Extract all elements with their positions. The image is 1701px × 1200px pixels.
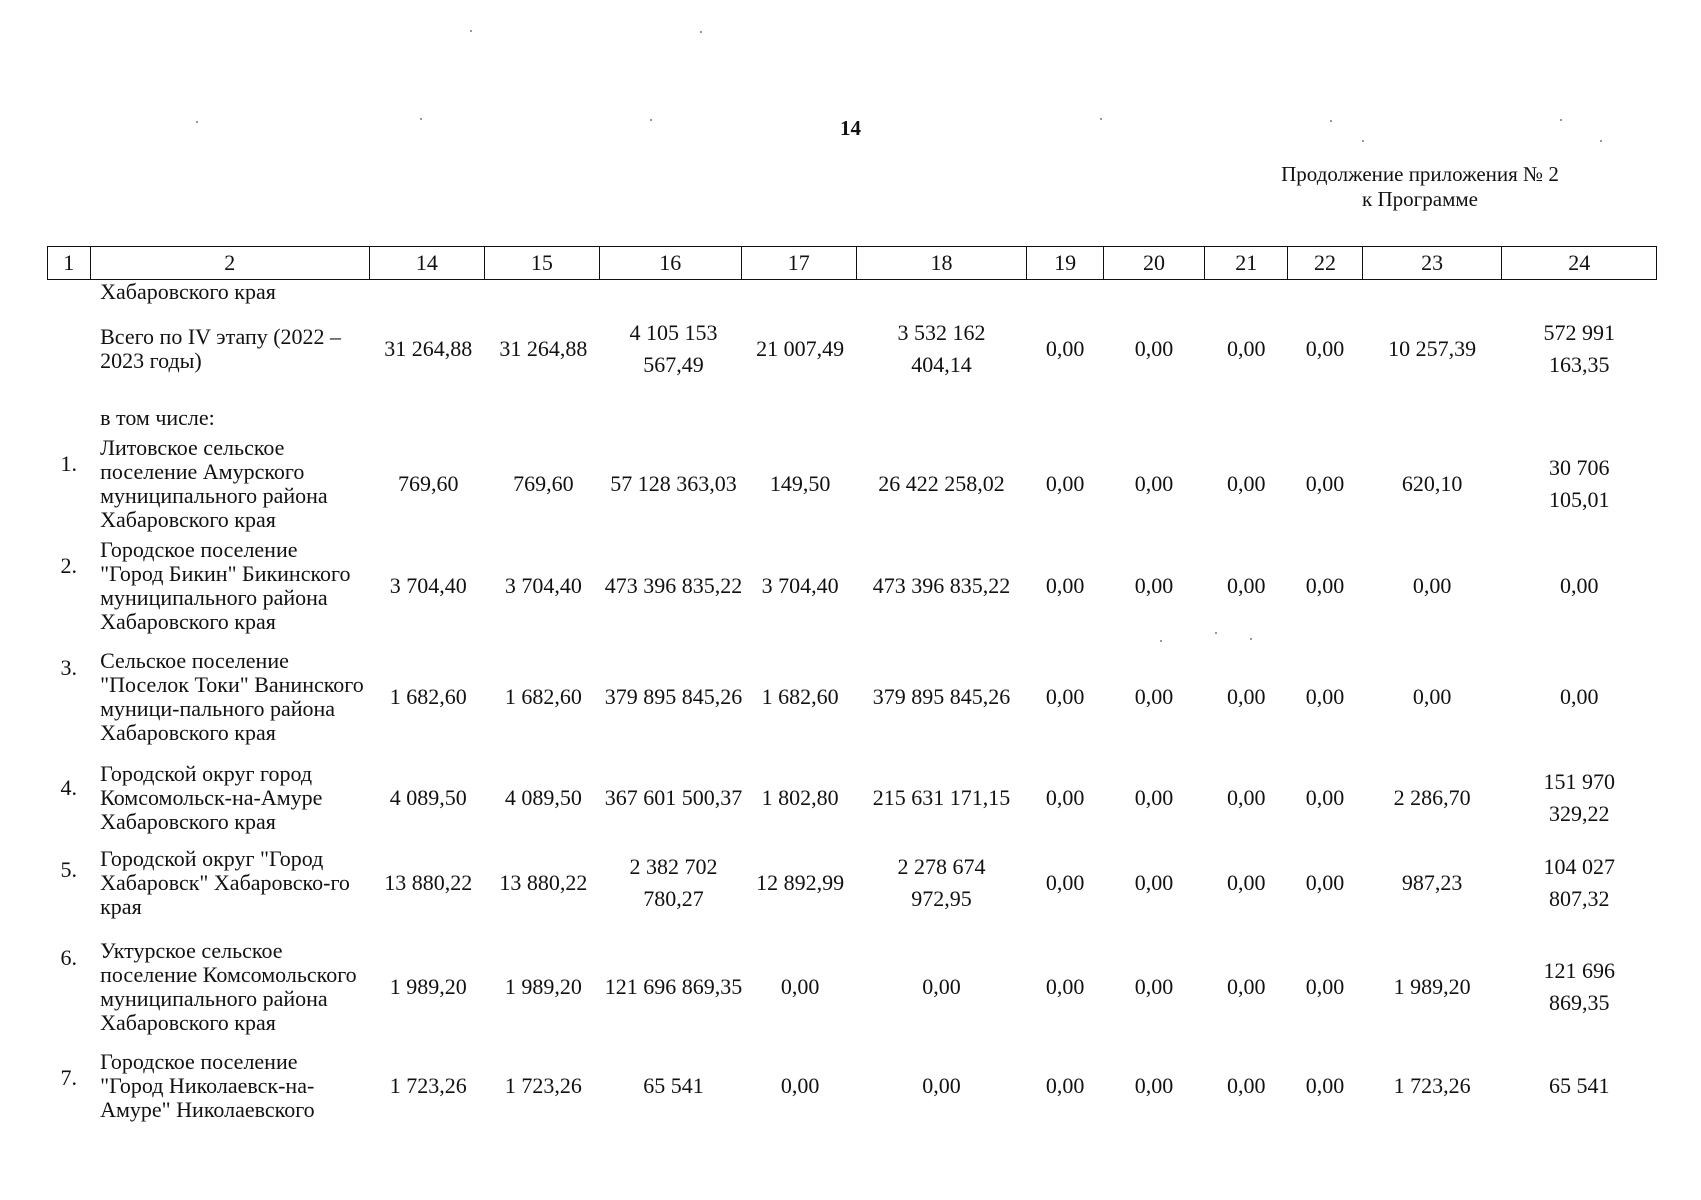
value-text: 0,00 bbox=[1559, 573, 1599, 598]
continuation-text: Хабаровского края bbox=[100, 279, 276, 304]
value-cell bbox=[599, 1047, 741, 1125]
municipality-name: Городское поселение "Город Николаевск-на-Амуре" Николаевского bbox=[100, 1049, 315, 1122]
page-number: 14 bbox=[840, 116, 861, 140]
value-text: 1 989,20 bbox=[1393, 974, 1471, 999]
col-header: 1 bbox=[48, 247, 91, 280]
value-text: 1 802,80 bbox=[761, 785, 839, 810]
value-cell bbox=[856, 839, 1026, 927]
value-text: 0,00 bbox=[1305, 573, 1345, 598]
value-text: 215 631 171,15 bbox=[872, 785, 1011, 810]
value-cell bbox=[369, 927, 484, 1047]
value-text: 1 682,60 bbox=[504, 684, 582, 709]
municipality-name: Городской округ "Город Хабаровск" Хабаровско-го края bbox=[100, 846, 350, 919]
value-text: 0,00 bbox=[1305, 336, 1345, 361]
value-cell bbox=[1288, 757, 1363, 839]
continuation-row bbox=[48, 280, 1657, 309]
value-cell bbox=[1103, 637, 1204, 757]
value-cell bbox=[1288, 535, 1363, 637]
value-text: 367 601 500,37 bbox=[604, 785, 743, 810]
value-text: 13 880,22 bbox=[384, 870, 473, 895]
value-text: 0,00 bbox=[780, 974, 820, 999]
value-cell bbox=[599, 308, 741, 390]
value-text: 1 989,20 bbox=[389, 974, 467, 999]
column-number-row bbox=[48, 247, 1657, 280]
value-text: 0,00 bbox=[922, 1073, 961, 1098]
value-cell bbox=[1103, 308, 1204, 390]
value-cell bbox=[599, 757, 741, 839]
value-cell bbox=[1288, 433, 1363, 535]
value-text: 149,50 bbox=[769, 471, 831, 496]
row-index: 2. bbox=[60, 553, 78, 578]
value-cell bbox=[1362, 927, 1502, 1047]
value-cell bbox=[1027, 757, 1104, 839]
table-row bbox=[48, 1047, 1657, 1125]
value-text: 769,60 bbox=[398, 471, 459, 496]
value-cell bbox=[856, 927, 1026, 1047]
value-cell bbox=[1103, 839, 1204, 927]
col-header: 22 bbox=[1288, 247, 1363, 280]
value-text: 57 128 363,03 bbox=[610, 471, 737, 496]
value-text: 65 541 bbox=[643, 1073, 704, 1098]
municipality-name: Городской округ город Комсомольск-на-Амуре Хабаровского края bbox=[100, 761, 323, 834]
value-cell bbox=[741, 839, 856, 927]
value-text: 1 723,26 bbox=[389, 1073, 467, 1098]
col-header: 18 bbox=[856, 247, 1026, 280]
value-text: 12 892,99 bbox=[756, 870, 845, 895]
value-cell bbox=[1103, 927, 1204, 1047]
col-header: 17 bbox=[741, 247, 856, 280]
value-cell bbox=[856, 1047, 1026, 1125]
value-text: 31 264,88 bbox=[384, 336, 473, 361]
value-text: 0,00 bbox=[1226, 573, 1266, 598]
value-text: 0,00 bbox=[922, 974, 961, 999]
row-index: 4. bbox=[60, 775, 78, 800]
col-header: 15 bbox=[484, 247, 599, 280]
value-text: 987,23 bbox=[1401, 870, 1463, 895]
value-text: 0,00 bbox=[1412, 684, 1452, 709]
table-row bbox=[48, 433, 1657, 535]
value-cell bbox=[1362, 1047, 1502, 1125]
table-row bbox=[48, 839, 1657, 927]
table-row bbox=[48, 757, 1657, 839]
value-text: 3 532 162 404,14 bbox=[897, 320, 986, 377]
value-cell bbox=[599, 927, 741, 1047]
value-cell bbox=[1103, 535, 1204, 637]
value-text: 3 704,40 bbox=[389, 573, 467, 598]
col-header: 2 bbox=[90, 247, 369, 280]
value-cell bbox=[369, 308, 484, 390]
value-text: 31 264,88 bbox=[499, 336, 588, 361]
value-cell bbox=[1205, 308, 1288, 390]
table-row bbox=[48, 637, 1657, 757]
value-cell bbox=[856, 757, 1026, 839]
value-cell bbox=[1205, 535, 1288, 637]
table-row bbox=[48, 535, 1657, 637]
value-cell bbox=[1288, 839, 1363, 927]
value-text: 379 895 845,26 bbox=[604, 684, 743, 709]
value-cell bbox=[856, 433, 1026, 535]
value-text: 1 682,60 bbox=[761, 684, 839, 709]
value-text: 2 382 702 780,27 bbox=[629, 854, 718, 911]
value-cell bbox=[1027, 839, 1104, 927]
value-cell bbox=[599, 433, 741, 535]
value-cell bbox=[1288, 1047, 1363, 1125]
value-cell bbox=[369, 433, 484, 535]
value-text: 0,00 bbox=[1226, 336, 1266, 361]
value-cell bbox=[1103, 433, 1204, 535]
value-text: 0,00 bbox=[1134, 1073, 1174, 1098]
col-header: 23 bbox=[1362, 247, 1502, 280]
value-text: 0,00 bbox=[1226, 1073, 1266, 1098]
value-cell bbox=[856, 535, 1026, 637]
value-text: 0,00 bbox=[1226, 684, 1266, 709]
value-text: 0,00 bbox=[1226, 870, 1266, 895]
value-text: 0,00 bbox=[1305, 684, 1345, 709]
value-text: 1 989,20 bbox=[504, 974, 582, 999]
value-cell bbox=[741, 637, 856, 757]
value-text: 620,10 bbox=[1401, 471, 1463, 496]
value-cell bbox=[1362, 637, 1502, 757]
value-text: 4 089,50 bbox=[504, 785, 582, 810]
value-text: 4 105 153 567,49 bbox=[629, 320, 718, 377]
value-text: 0,00 bbox=[1134, 974, 1174, 999]
value-text: 0,00 bbox=[1045, 785, 1085, 810]
value-text: 0,00 bbox=[1134, 573, 1174, 598]
value-text: 121 696 869,35 bbox=[604, 974, 743, 999]
value-cell bbox=[369, 839, 484, 927]
municipality-name: Уктурское сельское поселение Комсомольского муниципального района Хабаровского края bbox=[100, 938, 357, 1035]
value-text: 10 257,39 bbox=[1388, 336, 1477, 361]
value-text: 0,00 bbox=[1559, 684, 1599, 709]
value-cell bbox=[599, 839, 741, 927]
col-header: 19 bbox=[1027, 247, 1104, 280]
row-index: 7. bbox=[60, 1065, 78, 1090]
value-text: 379 895 845,26 bbox=[872, 684, 1011, 709]
value-text: 2 278 674 972,95 bbox=[897, 854, 986, 911]
value-text: 0,00 bbox=[1045, 870, 1085, 895]
value-cell bbox=[1502, 839, 1657, 927]
value-text: 0,00 bbox=[1226, 471, 1266, 496]
value-cell bbox=[856, 637, 1026, 757]
col-header: 21 bbox=[1205, 247, 1288, 280]
value-text: 121 696 869,35 bbox=[1543, 958, 1615, 1015]
value-cell bbox=[1103, 757, 1204, 839]
col-header: 16 bbox=[599, 247, 741, 280]
value-cell bbox=[741, 757, 856, 839]
value-cell bbox=[741, 1047, 856, 1125]
appendix-line-2: к Программе bbox=[1362, 187, 1478, 211]
municipality-name: Городское поселение "Город Бикин" Бикинского муниципального района Хабаровского края bbox=[100, 537, 351, 634]
value-cell bbox=[1288, 308, 1363, 390]
municipality-name: Литовское сельское поселение Амурского муниципального района Хабаровского края bbox=[100, 435, 328, 532]
value-cell bbox=[1502, 535, 1657, 637]
value-cell bbox=[741, 308, 856, 390]
col-header: 24 bbox=[1502, 247, 1657, 280]
value-text: 0,00 bbox=[1045, 1073, 1085, 1098]
value-text: 65 541 bbox=[1548, 1073, 1610, 1098]
value-cell bbox=[1502, 1047, 1657, 1125]
value-text: 473 396 835,22 bbox=[604, 573, 743, 598]
table-row bbox=[48, 927, 1657, 1047]
value-cell bbox=[1502, 927, 1657, 1047]
row-index: 6. bbox=[60, 945, 78, 970]
value-cell bbox=[1502, 308, 1657, 390]
value-cell bbox=[369, 637, 484, 757]
value-text: 104 027 807,32 bbox=[1543, 854, 1615, 911]
value-text: 0,00 bbox=[1134, 870, 1174, 895]
value-text: 0,00 bbox=[1226, 974, 1266, 999]
value-cell bbox=[1027, 535, 1104, 637]
value-text: 30 706 105,01 bbox=[1548, 455, 1610, 512]
value-cell bbox=[484, 637, 599, 757]
value-text: 0,00 bbox=[1134, 471, 1174, 496]
value-cell bbox=[1502, 757, 1657, 839]
value-cell bbox=[484, 1047, 599, 1125]
value-text: 769,60 bbox=[513, 471, 574, 496]
value-cell bbox=[1288, 637, 1363, 757]
total-label: Всего по IV этапу (2022 – 2023 годы) bbox=[100, 324, 342, 373]
value-text: 13 880,22 bbox=[499, 870, 588, 895]
appendix-line-1: Продолжение приложения № 2 bbox=[1281, 162, 1559, 186]
municipality-name: Сельское поселение "Поселок Токи" Ванинского муници-пального района Хабаровского края bbox=[100, 648, 364, 745]
value-text: 26 422 258,02 bbox=[878, 471, 1005, 496]
value-cell bbox=[1205, 927, 1288, 1047]
value-text: 21 007,49 bbox=[756, 336, 845, 361]
value-text: 572 991 163,35 bbox=[1543, 320, 1615, 377]
value-cell bbox=[484, 535, 599, 637]
value-cell bbox=[1205, 637, 1288, 757]
program-table bbox=[47, 246, 1657, 1125]
value-cell bbox=[484, 757, 599, 839]
value-text: 0,00 bbox=[1305, 471, 1345, 496]
value-cell bbox=[1362, 757, 1502, 839]
value-cell bbox=[1027, 927, 1104, 1047]
value-cell bbox=[741, 433, 856, 535]
value-cell bbox=[369, 535, 484, 637]
value-text: 151 970 329,22 bbox=[1543, 769, 1615, 826]
value-cell bbox=[1502, 637, 1657, 757]
value-text: 0,00 bbox=[780, 1073, 820, 1098]
value-cell bbox=[1502, 433, 1657, 535]
value-text: 4 089,50 bbox=[389, 785, 467, 810]
value-text: 0,00 bbox=[1045, 974, 1085, 999]
value-cell bbox=[1027, 637, 1104, 757]
value-text: 0,00 bbox=[1045, 336, 1085, 361]
value-text: 0,00 bbox=[1045, 573, 1085, 598]
value-cell bbox=[1205, 839, 1288, 927]
value-text: 0,00 bbox=[1134, 336, 1174, 361]
value-cell bbox=[1027, 1047, 1104, 1125]
value-cell bbox=[484, 927, 599, 1047]
row-index: 3. bbox=[60, 655, 78, 680]
value-text: 3 704,40 bbox=[761, 573, 839, 598]
including-label: в том числе: bbox=[100, 405, 215, 430]
value-text: 0,00 bbox=[1305, 1073, 1345, 1098]
value-text: 0,00 bbox=[1045, 684, 1085, 709]
value-cell bbox=[741, 927, 856, 1047]
value-text: 1 723,26 bbox=[504, 1073, 582, 1098]
value-cell bbox=[1362, 433, 1502, 535]
row-index bbox=[48, 308, 91, 390]
value-cell bbox=[1362, 535, 1502, 637]
value-cell bbox=[1362, 839, 1502, 927]
value-cell bbox=[1103, 1047, 1204, 1125]
value-text: 0,00 bbox=[1305, 870, 1345, 895]
value-cell bbox=[1205, 433, 1288, 535]
value-text: 0,00 bbox=[1226, 785, 1266, 810]
value-text: 0,00 bbox=[1134, 785, 1174, 810]
value-cell bbox=[599, 637, 741, 757]
appendix-caption bbox=[1240, 162, 1600, 212]
total-row bbox=[48, 308, 1657, 390]
value-text: 0,00 bbox=[1305, 785, 1345, 810]
value-cell bbox=[1205, 1047, 1288, 1125]
value-text: 1 682,60 bbox=[389, 684, 467, 709]
value-cell bbox=[1027, 433, 1104, 535]
row-index: 1. bbox=[60, 451, 78, 476]
value-text: 0,00 bbox=[1045, 471, 1085, 496]
value-cell bbox=[741, 535, 856, 637]
value-text: 3 704,40 bbox=[504, 573, 582, 598]
value-cell bbox=[484, 433, 599, 535]
row-index: 5. bbox=[60, 857, 78, 882]
value-cell bbox=[1205, 757, 1288, 839]
col-header: 20 bbox=[1103, 247, 1204, 280]
value-text: 2 286,70 bbox=[1393, 785, 1471, 810]
value-cell bbox=[369, 757, 484, 839]
value-text: 0,00 bbox=[1134, 684, 1174, 709]
value-cell bbox=[1288, 927, 1363, 1047]
value-cell bbox=[484, 308, 599, 390]
value-cell bbox=[599, 535, 741, 637]
col-header: 14 bbox=[369, 247, 484, 280]
value-cell bbox=[484, 839, 599, 927]
value-text: 473 396 835,22 bbox=[872, 573, 1011, 598]
value-cell bbox=[1362, 308, 1502, 390]
value-cell bbox=[856, 308, 1026, 390]
including-row bbox=[48, 390, 1657, 433]
value-text: 0,00 bbox=[1412, 573, 1452, 598]
value-text: 1 723,26 bbox=[1393, 1073, 1471, 1098]
value-cell bbox=[1027, 308, 1104, 390]
value-cell bbox=[369, 1047, 484, 1125]
value-text: 0,00 bbox=[1305, 974, 1345, 999]
